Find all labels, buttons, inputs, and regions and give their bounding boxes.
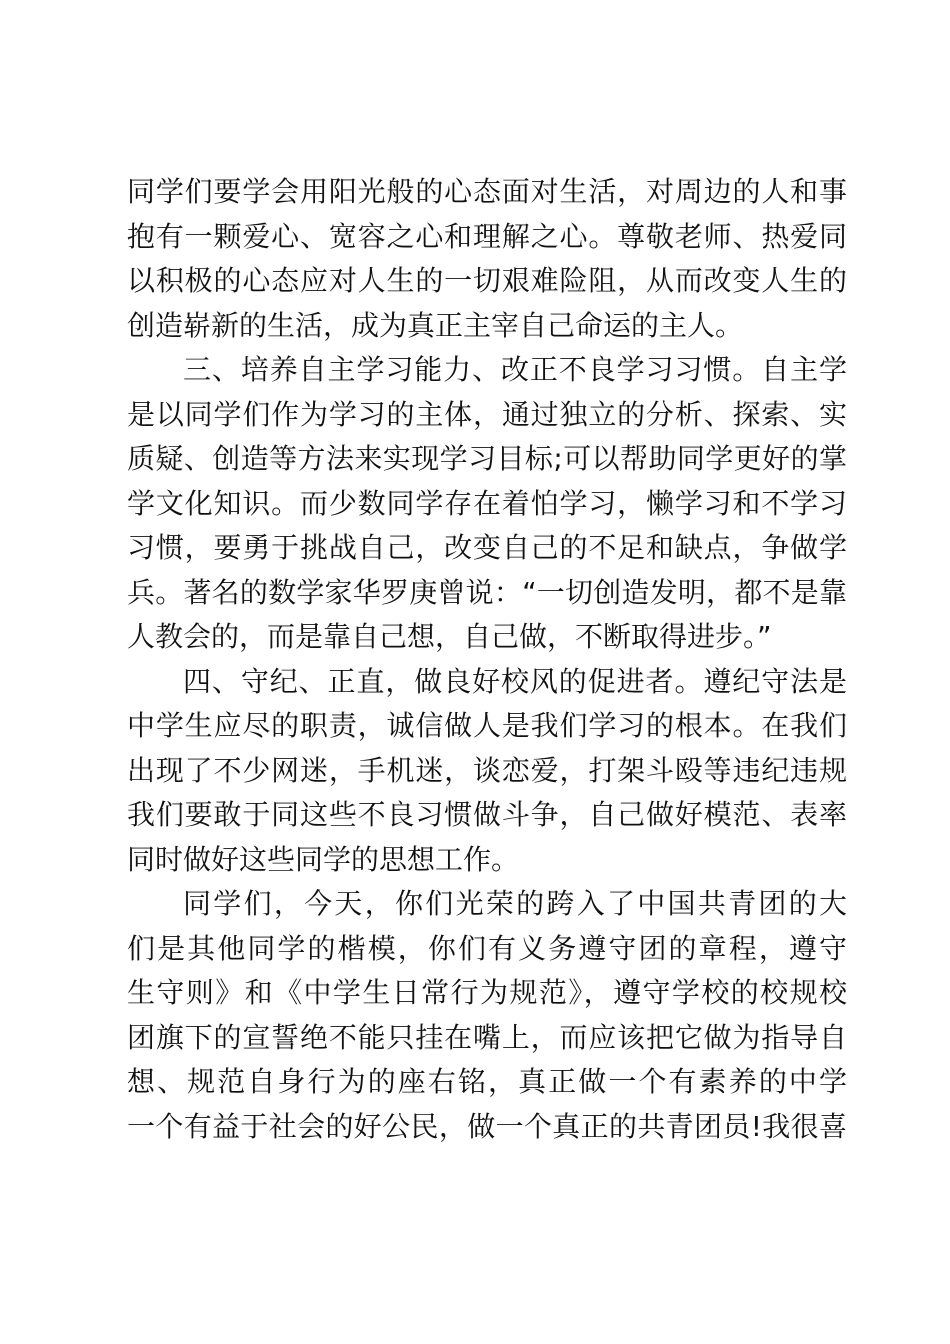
text-line: 出现了不少网迷，手机迷，谈恋爱，打架斗殴等违纪违规 bbox=[127, 753, 847, 787]
text-line: 们是其他同学的楷模，你们有义务遵守团的章程，遵守 bbox=[127, 931, 847, 965]
text-line: 是以同学们作为学习的主体，通过独立的分析、探索、实 bbox=[127, 397, 847, 431]
text-line: 我们要敢于同这些不良习惯做斗争，自己做好模范、表率 bbox=[127, 798, 847, 831]
document-body bbox=[127, 170, 847, 1149]
paragraph-2 bbox=[127, 348, 847, 660]
text-line: 创造崭新的生活，成为真正主宰自己命运的主人。 bbox=[127, 308, 744, 342]
paragraph-4 bbox=[127, 882, 847, 1149]
paragraph-1 bbox=[127, 170, 847, 348]
text-line: 一个有益于社会的好公民，做一个真正的共青团员!我很喜 bbox=[127, 1109, 847, 1143]
text-line: 中学生应尽的职责，诚信做人是我们学习的根本。在我们 bbox=[127, 709, 847, 742]
text-line: 习惯，要勇于挑战自己，改变自己的不足和缺点，争做学 bbox=[127, 531, 847, 564]
text-line: 三、培养自主学习能力、改正不良学习习惯。自主学 bbox=[183, 353, 847, 386]
paragraph-3 bbox=[127, 660, 847, 883]
text-line: 团旗下的宣誓绝不能只挂在嘴上，而应该把它做为指导自 bbox=[127, 1020, 847, 1054]
text-line: 想、规范自身行为的座右铭，真正做一个有素养的中学 bbox=[127, 1065, 847, 1098]
text-line: 四、守纪、正直，做良好校风的促进者。遵纪守法是 bbox=[183, 664, 847, 698]
text-line: 同学们要学会用阳光般的心态面对生活，对周边的人和事 bbox=[127, 175, 847, 208]
text-line: 同时做好这些同学的思想工作。 bbox=[127, 842, 520, 876]
text-line: 以积极的心态应对人生的一切艰难险阻，从而改变人生的 bbox=[127, 264, 847, 297]
text-line: 学文化知识。而少数同学存在着怕学习，懒学习和不学习 bbox=[127, 486, 847, 520]
text-line: 生守则》和《中学生日常行为规范》，遵守学校的校规校 bbox=[127, 976, 847, 1009]
text-line: 同学们，今天，你们光荣的跨入了中国共青团的大 bbox=[183, 887, 847, 920]
text-line: 质疑、创造等方法来实现学习目标;可以帮助同学更好的掌 bbox=[127, 442, 847, 475]
text-line: 兵。著名的数学家华罗庚曾说：“一切创造发明，都不是靠 bbox=[127, 575, 847, 609]
text-line: 抱有一颗爱心、宽容之心和理解之心。尊敬老师、热爱同 bbox=[127, 219, 847, 253]
text-line: 人教会的，而是靠自己想，自己做，不断取得进步。” bbox=[127, 620, 772, 653]
